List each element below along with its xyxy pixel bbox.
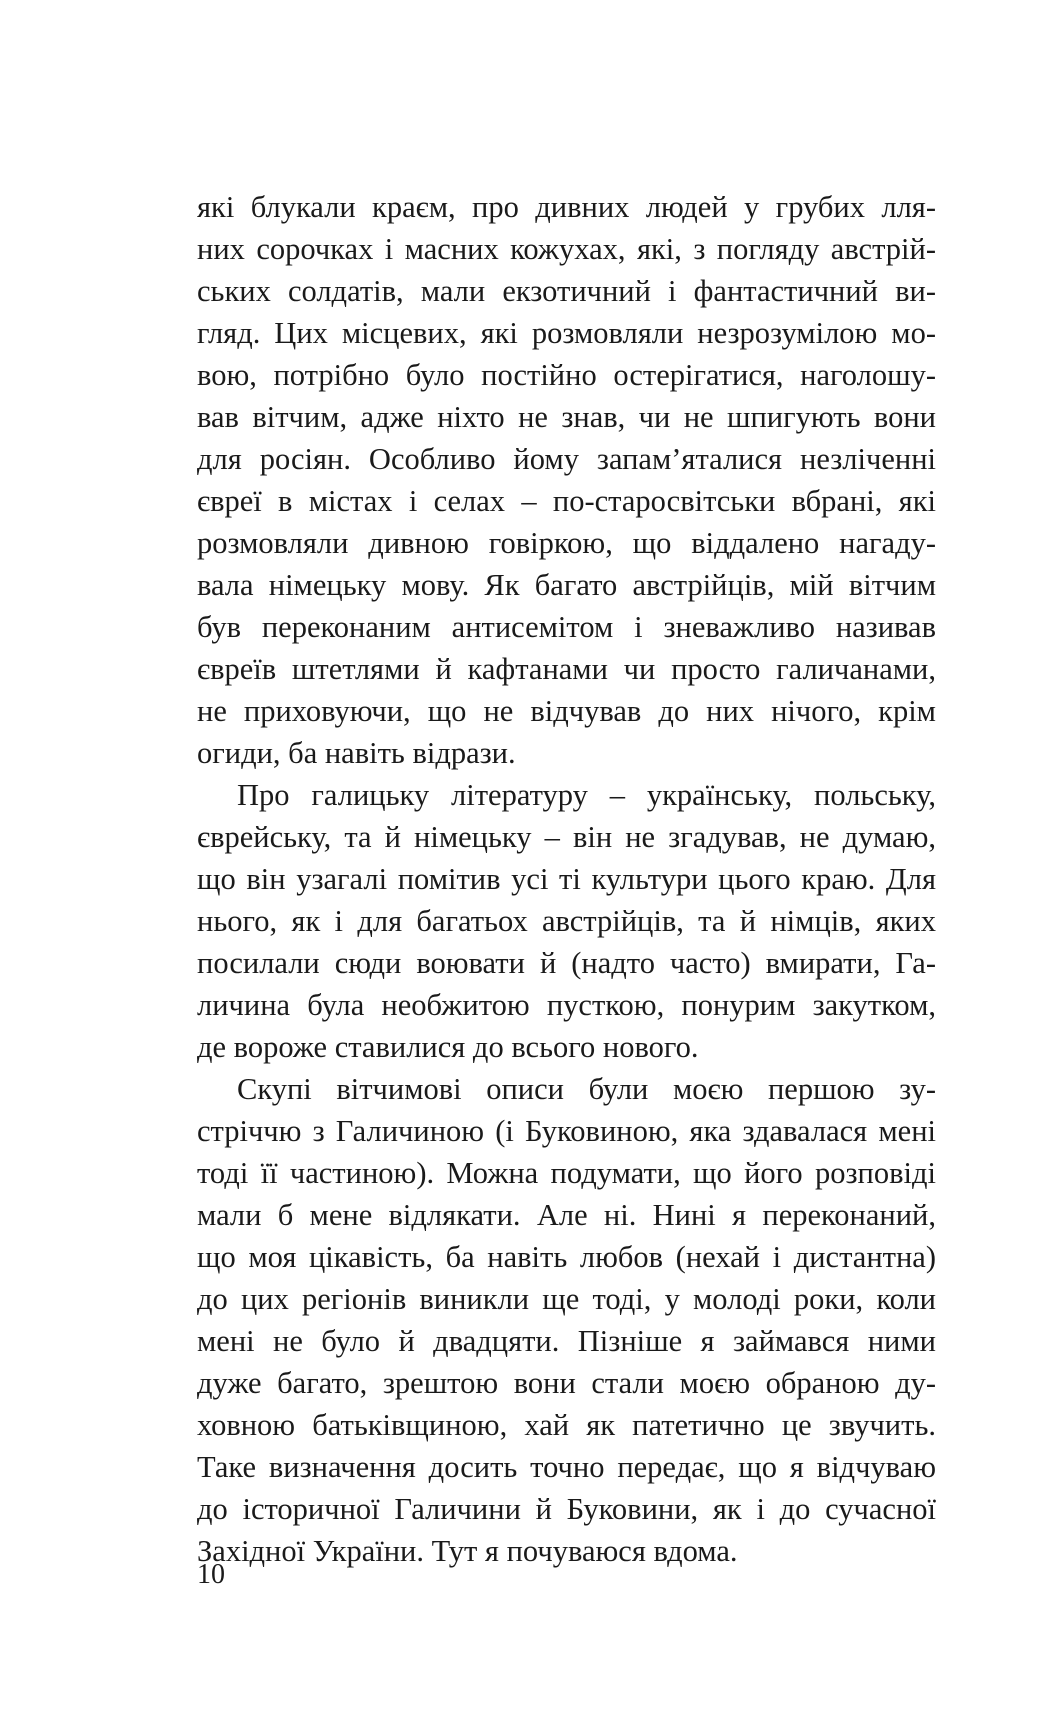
body-text — [197, 186, 936, 1572]
text-line: посилали сюди воювати й (надто часто) вмирати, Га- — [197, 946, 936, 980]
text-line: личина була необжитою пусткою, понурим закутком, — [197, 988, 936, 1022]
text-line: був переконаним антисемітом і зневажливо називав — [197, 610, 936, 644]
text-line: вала німецьку мову. Як багато австрійців, мій вітчим — [197, 568, 936, 602]
text-line: нього, як і для багатьох австрійців, та й німців, яких — [197, 904, 936, 938]
text-line: єврейську, та й німецьку – він не згадував, не думаю, — [197, 820, 936, 854]
text-line: вав вітчим, адже ніхто не знав, чи не шпигують вони — [197, 400, 936, 434]
text-line: не приховуючи, що не відчував до них нічого, крім — [197, 694, 936, 728]
text-line: де вороже ставилися до всього нового. — [197, 1030, 699, 1064]
text-line: мені не було й двадцяти. Пізніше я займався ними — [197, 1324, 936, 1358]
text-line: Про галицьку літературу – українську, польську, — [237, 778, 936, 812]
text-line: тоді її частиною). Можна подумати, що його розповіді — [197, 1156, 936, 1190]
text-line: стріччю з Галичиною (і Буковиною, яка здавалася мені — [197, 1114, 936, 1148]
text-line: до цих регіонів виникли ще тоді, у молоді роки, коли — [197, 1282, 936, 1316]
text-line: мали б мене відлякати. Але ні. Нині я переконаний, — [197, 1198, 936, 1232]
text-line: Скупі вітчимові описи були моєю першою зу- — [237, 1072, 936, 1106]
text-line: ховною батьківщиною, хай як патетично це звучить. — [197, 1408, 936, 1442]
text-line: гляд. Цих місцевих, які розмовляли незрозумілою мо- — [197, 316, 936, 350]
text-line: дуже багато, зрештою вони стали моєю обраною ду- — [197, 1366, 936, 1400]
text-line: ських солдатів, мали екзотичний і фантастичний ви- — [197, 274, 936, 308]
text-line: вою, потрібно було постійно остерігатися, наголошу- — [197, 358, 936, 392]
text-line: євреї в містах і селах – по-старосвітськи вбрані, які — [197, 484, 936, 518]
text-line: Таке визначення досить точно передає, що я відчуваю — [197, 1450, 936, 1484]
text-line: що моя цікавість, ба навіть любов (нехай і дистантна) — [197, 1240, 936, 1274]
text-line: євреїв штетлями й кафтанами чи просто галичанами, — [197, 652, 936, 686]
page-number: 10 — [197, 1559, 225, 1590]
text-line: що він узагалі помітив усі ті культури цього краю. Для — [197, 862, 936, 896]
text-line: огиди, ба навіть відрази. — [197, 736, 516, 770]
text-line: них сорочках і масних кожухах, які, з погляду австрій- — [197, 232, 936, 266]
text-line: розмовляли дивною говіркою, що віддалено нагаду- — [197, 526, 936, 560]
text-line: Західної України. Тут я почуваюся вдома. — [197, 1534, 738, 1568]
text-line: для росіян. Особливо йому запам’яталися незліченні — [197, 442, 936, 476]
text-line: до історичної Галичини й Буковини, як і до сучасної — [197, 1492, 936, 1526]
text-line: які блукали краєм, про дивних людей у грубих лля- — [197, 190, 936, 224]
